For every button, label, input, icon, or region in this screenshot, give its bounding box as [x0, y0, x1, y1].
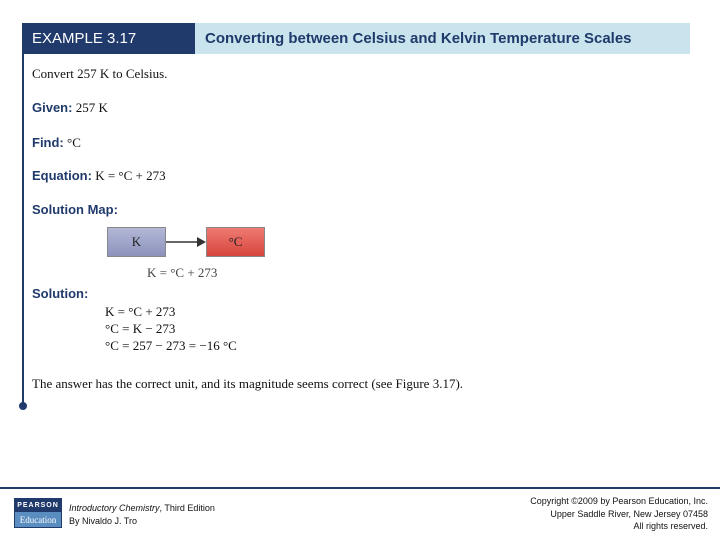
solution-line	[32, 286, 88, 302]
example-label: EXAMPLE 3.17	[22, 23, 195, 54]
footer-rule	[0, 487, 720, 489]
book-title-line	[69, 502, 215, 515]
map-relation: K = °C + 273	[147, 265, 218, 280]
solution-step: °C = K − 273	[105, 321, 176, 336]
book-edition: , Third Edition	[159, 503, 215, 513]
given-value: 257 K	[75, 100, 108, 115]
arrow-icon	[166, 235, 206, 249]
given-label: Given:	[32, 100, 73, 115]
copyright-line: All rights reserved.	[633, 521, 708, 531]
copyright-line: Copyright ©2009 by Pearson Education, Inc.	[530, 496, 708, 506]
solution-step: K = °C + 273	[105, 304, 176, 319]
solution-map-label: Solution Map:	[32, 202, 118, 217]
copyright	[530, 495, 708, 533]
book-citation	[69, 502, 215, 528]
logo-bottom-text: Education	[15, 512, 61, 527]
slide-title: Converting between Celsius and Kelvin Temperature Scales	[195, 23, 690, 54]
book-title: Introductory Chemistry	[69, 503, 160, 513]
solution-map-line	[32, 202, 118, 218]
map-box-celsius	[206, 227, 265, 257]
logo-top-text: PEARSON	[15, 499, 61, 512]
solution-label: Solution:	[32, 286, 89, 301]
pearson-logo	[14, 498, 62, 528]
map-box-celsius-label: °C	[228, 234, 243, 249]
problem-statement: Convert 257 K to Celsius.	[32, 66, 168, 81]
equation-value: K = °C + 273	[95, 168, 166, 183]
given-line	[32, 100, 108, 116]
find-value: °C	[67, 135, 81, 150]
conclusion: The answer has the correct unit, and its magnitude seems correct (see Figure 3.17).	[32, 376, 464, 391]
find-label: Find:	[32, 135, 64, 150]
copyright-line: Upper Saddle River, New Jersey 07458	[550, 508, 708, 519]
map-box-kelvin	[107, 227, 166, 257]
map-box-kelvin-label: K	[131, 234, 142, 249]
rule-end-dot	[19, 402, 27, 410]
solution-step: °C = 257 − 273 = −16 °C	[105, 338, 237, 353]
find-line	[32, 135, 81, 151]
vertical-rule	[22, 54, 24, 406]
equation-line	[32, 168, 166, 184]
book-author: By Nivaldo J. Tro	[69, 516, 138, 526]
equation-label: Equation:	[32, 168, 92, 183]
